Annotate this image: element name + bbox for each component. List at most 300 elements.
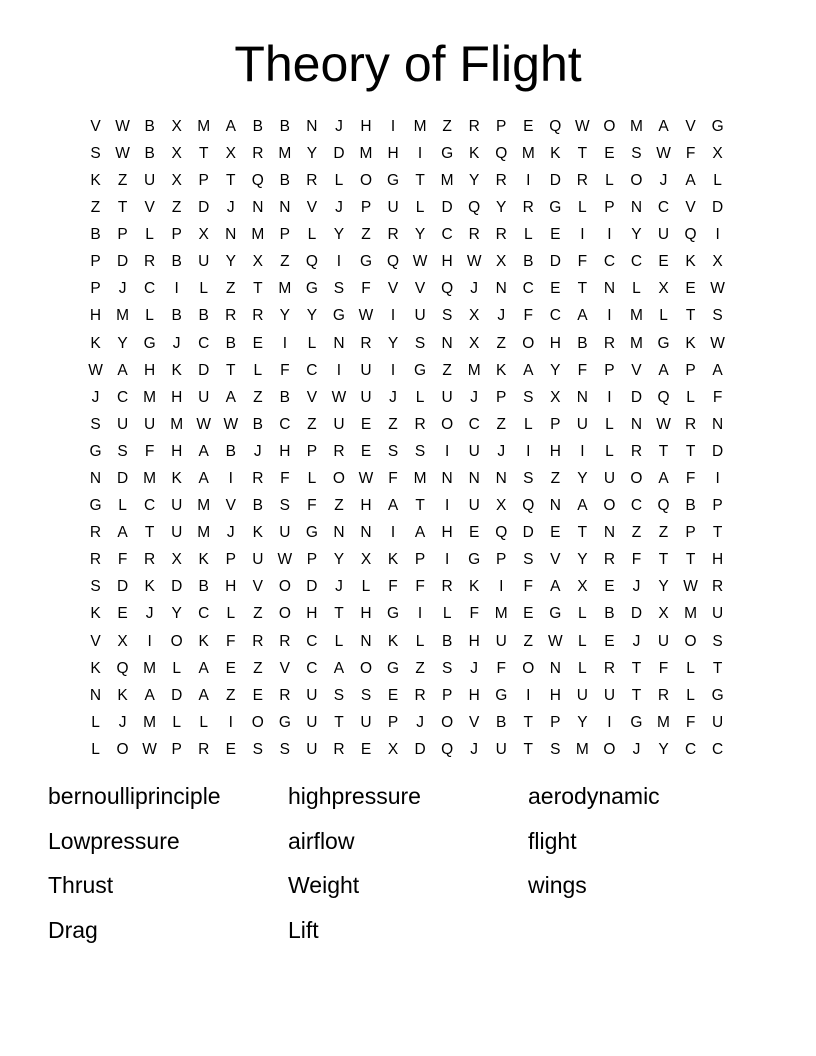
grid-letter: A [523,361,534,379]
grid-letter: E [387,686,399,704]
grid-letter: Z [523,632,533,650]
grid-letter: P [306,551,318,569]
grid-letter: L [605,442,614,460]
grid-letter: N [441,470,453,488]
grid-letter: J [91,388,100,406]
grid-letter: L [91,713,100,731]
grid-letter: R [144,551,156,569]
grid-letter: R [414,686,426,704]
grid-letter: J [172,334,181,352]
grid-letter: L [199,280,209,298]
grid-letter: D [712,199,724,217]
grid-letter: O [603,497,616,515]
grid-letter: L [361,578,371,596]
grid-letter: P [198,171,209,189]
grid-letter: E [360,740,372,758]
grid-letter: F [117,551,128,569]
grid-letter: Q [495,524,508,542]
grid-letter: D [630,605,643,623]
grid-letter: P [604,361,615,379]
grid-letter: H [171,442,183,460]
grid-letter: P [171,226,182,244]
grid-letter: N [333,524,345,542]
grid-letter: D [522,524,534,542]
grid-letter: Q [522,497,535,515]
grid-letter: T [712,524,723,542]
grid-letter: G [630,713,643,731]
grid-letter: Q [657,497,670,515]
grid-letter: N [89,686,102,704]
grid-letter: A [198,442,209,460]
grid-letter: X [469,334,480,352]
grid-letter: I [526,171,531,189]
grid-letter: I [607,307,612,325]
grid-letter: K [387,551,399,569]
grid-letter: I [417,605,423,623]
grid-letter: F [712,388,723,406]
grid-letter: H [89,307,102,325]
grid-letter: X [469,307,480,325]
grid-letter: W [142,740,157,758]
grid-letter: B [604,605,615,623]
grid-letter: H [468,686,480,704]
grid-letter: J [226,199,235,217]
grid-letter: N [360,632,372,650]
grid-letter: I [417,144,423,162]
grid-letter: V [306,388,318,406]
grid-letter: M [630,307,643,325]
grid-letter: X [387,740,399,758]
grid-letter: I [607,388,612,406]
grid-letter: P [90,280,101,298]
grid-letter: H [468,632,480,650]
grid-letter: C [441,226,453,244]
grid-letter: R [225,307,237,325]
grid-letter: L [253,361,263,379]
grid-letter: N [712,415,724,433]
grid-letter: Y [117,334,128,352]
grid-letter: G [441,144,454,162]
grid-letter: L [605,171,614,189]
word-list-item: Thrust [48,872,114,899]
grid-letter: T [658,551,669,569]
grid-letter: R [468,117,480,135]
grid-letter: U [144,171,156,189]
grid-letter: U [360,361,372,379]
word-list-item: bernoulliprinciple [48,783,221,809]
grid-letter: W [115,117,130,135]
grid-letter: P [441,686,453,704]
grid-letter: X [225,144,236,162]
grid-letter: O [522,659,535,677]
grid-letter: L [415,632,425,650]
grid-letter: F [631,551,642,569]
grid-letter: L [199,713,209,731]
grid-letter: N [603,524,616,542]
grid-letter: L [632,280,641,298]
grid-letter: R [603,659,616,677]
grid-letter: L [659,307,668,325]
grid-letter: R [495,226,507,244]
grid-letter: L [415,199,425,217]
grid-letter: Y [496,199,507,217]
grid-letter: D [414,740,426,758]
grid-letter: S [523,388,534,406]
grid-letter: T [415,171,425,189]
word-list-item: flight [528,827,577,854]
grid-letter: I [390,117,396,135]
grid-letter: H [549,442,561,460]
grid-letter: M [630,334,643,352]
grid-letter: J [416,713,424,731]
grid-letter: K [171,361,182,379]
grid-letter: Z [90,199,101,217]
grid-letter: G [387,171,400,189]
grid-letter: A [225,117,236,135]
grid-letter: H [549,334,561,352]
grid-letter: C [549,307,561,325]
grid-letter: M [143,659,157,677]
grid-letter: O [630,171,643,189]
grid-letter: S [550,740,561,758]
grid-letter: D [333,144,345,162]
grid-letter: Y [333,226,345,244]
grid-letter: U [468,497,480,515]
grid-letter: V [414,280,426,298]
grid-letter: P [604,199,615,217]
grid-letter: X [658,280,669,298]
grid-letter: Y [306,144,318,162]
grid-letter: C [657,199,670,217]
grid-letter: A [577,307,588,325]
grid-letter: L [145,307,154,325]
grid-letter: K [685,334,696,352]
grid-letter: A [333,659,345,677]
grid-letter: D [116,253,129,271]
grid-letter: E [550,524,561,542]
grid-letter: U [576,686,588,704]
grid-letter: Q [305,253,318,271]
grid-letter: W [575,117,590,135]
grid-letter: S [441,659,453,677]
grid-letter: G [143,334,156,352]
grid-letter: X [171,171,182,189]
grid-letter: L [578,199,587,217]
grid-letter: T [117,199,128,217]
grid-letter: N [468,470,480,488]
word-list-item: Drag [48,917,98,944]
grid-letter: J [470,659,479,677]
grid-letter: K [90,659,101,677]
grid-letter: C [198,334,210,352]
grid-letter: P [496,551,507,569]
grid-letter: L [145,226,154,244]
grid-letter: N [603,280,616,298]
grid-letter: B [252,497,263,515]
grid-letter: W [466,253,482,271]
grid-letter: S [712,632,723,650]
grid-letter: I [228,470,233,488]
grid-letter: N [252,199,264,217]
grid-letter: U [712,713,724,731]
grid-letter: Y [414,226,426,244]
grid-letter: M [251,226,265,244]
grid-letter: E [604,144,615,162]
grid-letter: E [360,442,372,460]
grid-letter: Y [387,334,399,352]
grid-letter: P [90,253,101,271]
grid-letter: S [252,740,263,758]
grid-letter: F [496,659,506,677]
grid-letter: N [549,659,561,677]
grid-letter: U [414,307,426,325]
grid-letter: M [413,470,427,488]
grid-letter: V [469,713,480,731]
grid-letter: Q [684,226,697,244]
grid-letter: X [550,388,561,406]
grid-letter: P [225,551,236,569]
grid-letter: K [469,578,480,596]
grid-letter: Z [496,334,506,352]
grid-letter: U [603,470,616,488]
grid-letter: C [712,740,724,758]
grid-letter: S [387,442,399,460]
grid-letter: L [578,605,587,623]
grid-letter: U [198,253,210,271]
word-list-item: Lift [288,917,319,944]
grid-letter: G [89,442,102,460]
grid-letter: W [277,551,293,569]
grid-letter: I [444,497,450,515]
grid-letter: H [171,388,183,406]
grid-letter: J [389,388,397,406]
grid-letter: P [306,442,318,460]
grid-letter: B [279,171,291,189]
grid-letter: T [334,713,344,731]
grid-letter: K [252,524,263,542]
grid-letter: S [712,307,723,325]
grid-letter: K [171,470,182,488]
grid-letter: R [630,442,643,460]
grid-letter: F [523,307,533,325]
grid-letter: O [522,334,535,352]
grid-letter: Q [441,740,454,758]
grid-letter: K [496,361,507,379]
grid-letter: Z [658,524,669,542]
grid-letter: Z [496,415,506,433]
grid-letter: Z [415,659,425,677]
grid-letter: P [550,713,561,731]
grid-letter: G [711,686,724,704]
grid-letter: L [91,740,100,758]
grid-letter: T [415,497,425,515]
grid-letter: Y [658,740,669,758]
grid-letter: J [497,442,506,460]
grid-letter: X [712,253,723,271]
grid-letter: U [144,415,156,433]
grid-letter: P [496,117,507,135]
grid-letter: U [468,442,480,460]
grid-letter: A [414,524,426,542]
grid-letter: W [710,280,725,298]
grid-letter: S [279,497,291,515]
grid-letter: C [468,415,480,433]
grid-letter: K [90,171,101,189]
grid-letter: R [198,740,210,758]
grid-letter: M [278,280,292,298]
grid-letter: G [414,361,427,379]
grid-letter: W [656,144,671,162]
grid-letter: H [225,578,237,596]
grid-letter: A [685,171,696,189]
grid-letter: A [117,361,128,379]
grid-letter: N [630,199,643,217]
grid-letter: F [685,713,696,731]
grid-letter: L [523,415,533,433]
grid-letter: T [523,740,533,758]
grid-letter: D [549,253,561,271]
grid-letter: I [444,551,450,569]
grid-letter: T [577,144,588,162]
grid-letter: W [196,415,212,433]
grid-letter: D [116,470,129,488]
grid-letter: Z [117,171,128,189]
grid-letter: S [90,415,101,433]
letter-grid [82,113,731,763]
grid-letter: Y [550,361,561,379]
grid-letter: V [90,632,101,650]
grid-letter: D [116,578,129,596]
grid-letter: X [171,551,182,569]
grid-letter: I [526,686,531,704]
grid-letter: P [360,199,372,217]
grid-letter: H [441,524,453,542]
grid-letter: B [144,117,155,135]
grid-letter: L [578,659,587,677]
grid-letter: F [685,470,696,488]
grid-letter: H [306,605,318,623]
grid-letter: T [685,442,696,460]
grid-letter: A [198,659,209,677]
grid-letter: B [523,253,534,271]
word-list-item: airflow [288,827,355,854]
grid-letter: Q [657,388,670,406]
grid-letter: C [522,280,534,298]
grid-letter: A [712,361,723,379]
grid-letter: J [632,740,641,758]
grid-letter: C [198,605,210,623]
grid-letter: V [279,659,291,677]
grid-letter: Z [550,470,561,488]
grid-letter: D [198,361,210,379]
grid-letter: R [657,686,670,704]
grid-letter: X [496,253,507,271]
grid-letter: U [657,226,670,244]
page-title: Theory of Flight [234,36,582,92]
grid-letter: Q [495,144,508,162]
grid-letter: U [712,605,724,623]
grid-letter: J [497,307,506,325]
grid-letter: Z [280,253,290,271]
grid-letter: V [685,117,696,135]
grid-letter: W [656,415,671,433]
grid-letter: H [279,442,291,460]
grid-letter: Q [468,199,481,217]
grid-letter: D [549,171,561,189]
grid-letter: B [252,117,263,135]
grid-letter: L [172,659,181,677]
grid-letter: M [494,605,508,623]
grid-letter: A [198,686,209,704]
grid-letter: L [307,334,317,352]
grid-letter: B [252,415,263,433]
grid-letter: E [550,226,561,244]
grid-letter: M [170,415,184,433]
grid-letter: L [118,497,127,515]
grid-letter: J [632,632,641,650]
grid-letter: F [307,497,317,515]
grid-letter: O [441,415,454,433]
grid-letter: K [469,144,480,162]
grid-letter: P [279,226,291,244]
grid-letter: Y [171,605,182,623]
grid-letter: B [171,307,182,325]
grid-letter: C [116,388,129,406]
grid-letter: J [118,280,127,298]
grid-letter: I [526,442,531,460]
grid-letter: T [658,442,669,460]
grid-letter: O [603,117,616,135]
grid-letter: T [226,361,236,379]
grid-letter: S [414,442,426,460]
grid-letter: Q [251,171,264,189]
grid-letter: H [441,253,453,271]
grid-letter: R [144,253,156,271]
grid-letter: U [657,632,670,650]
grid-letter: I [174,280,179,298]
grid-letter: N [495,470,507,488]
grid-letter: C [684,740,697,758]
grid-letter: J [470,280,479,298]
grid-letter: T [712,659,723,677]
grid-letter: I [580,442,585,460]
grid-letter: R [333,442,345,460]
grid-letter: S [360,686,372,704]
grid-letter: F [685,144,696,162]
grid-letter: B [279,388,291,406]
grid-letter: E [117,605,128,623]
grid-letter: W [412,253,428,271]
grid-letter: P [712,497,723,515]
grid-letter: Y [658,578,669,596]
grid-letter: Z [226,280,236,298]
grid-letter: B [496,713,507,731]
grid-letter: R [495,171,507,189]
grid-letter: S [523,470,534,488]
grid-letter: D [306,578,318,596]
grid-letter: G [711,117,724,135]
grid-letter: E [658,253,669,271]
grid-letter: E [225,659,236,677]
grid-letter: W [548,632,563,650]
grid-letter: O [278,605,291,623]
grid-letter: R [252,470,264,488]
grid-letter: V [550,551,561,569]
grid-letter: U [171,524,183,542]
grid-letter: O [359,659,373,677]
grid-letter: A [225,388,236,406]
grid-letter: A [117,524,128,542]
